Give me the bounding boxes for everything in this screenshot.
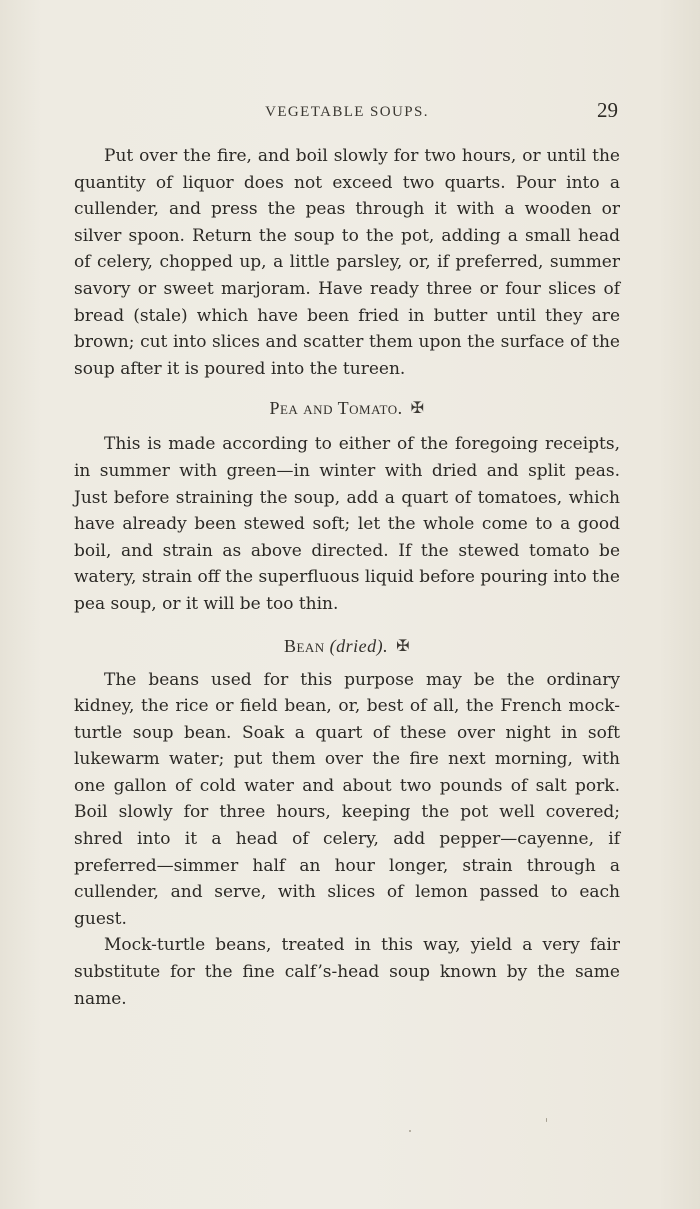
heading-bean-qualifier: (dried). [329,635,389,656]
heading-pea-and-tomato-text: Pea and Tomato. [269,398,403,419]
paper-speck [409,1130,411,1132]
heading-pea-and-tomato [74,398,620,419]
paragraph-mock-turtle: Mock-turtle beans, treated in this way, yield a very fair substitute for the fine calf’s-head soup known by the same name. [74,935,620,1009]
paragraph-pea-and-tomato: This is made according to either of the foregoing receipts, in summer with green—in winter with dried and split peas. Just before straining the soup, add a quart of tomatoes, which have already been stewed soft; let the whole come to a good boil, and strain as above directed. If the stewed tomato be watery, strain off the superfluous liquid before pouring into the pea soup, or it will be too thin. [74,434,620,614]
heading-bean-text: Bean [283,635,325,656]
heading-bean-dried [74,636,620,657]
paper-speck [546,1118,547,1122]
maltese-cross-icon: ✠ [410,400,425,418]
body-text [74,143,620,1012]
running-head: VEGETABLE SOUPS. [265,104,429,120]
page-header [74,98,620,128]
paragraph-bean-soup: The beans used for this purpose may be the ordinary kidney, the rice or field bean, or, best of all, the French mock-turtle soup bean. Soak a quart of these over night in soft lukewarm water; put them over the fire next morning, with one gallon of cold water and about two pounds of salt pork. Boil slowly for three hours, keeping the pot well covered; shred into it a head of celery, add pepper—cayenne, if preferred—simmer half an hour longer, strain through a cullender, and serve, with slices of lemon passed to each guest. [74,669,620,929]
maltese-cross-icon: ✠ [396,637,411,655]
page-number: 29 [597,98,618,122]
paragraph-pea-soup-continued: Put over the fire, and boil slowly for two hours, or until the quantity of liquor does not exceed two quarts. Pour into a cullender, and press the peas through it with a wooden or silver spoon. Return the soup to the pot, adding a small head of celery, chopped up, a little parsley, or, if preferred, summer savory or sweet marjoram. Have ready three or four slices of bread (stale) which have been fried in butter until they are brown; cut into slices and scatter them upon the surface of the soup after it is poured into the tureen. [74,146,620,379]
